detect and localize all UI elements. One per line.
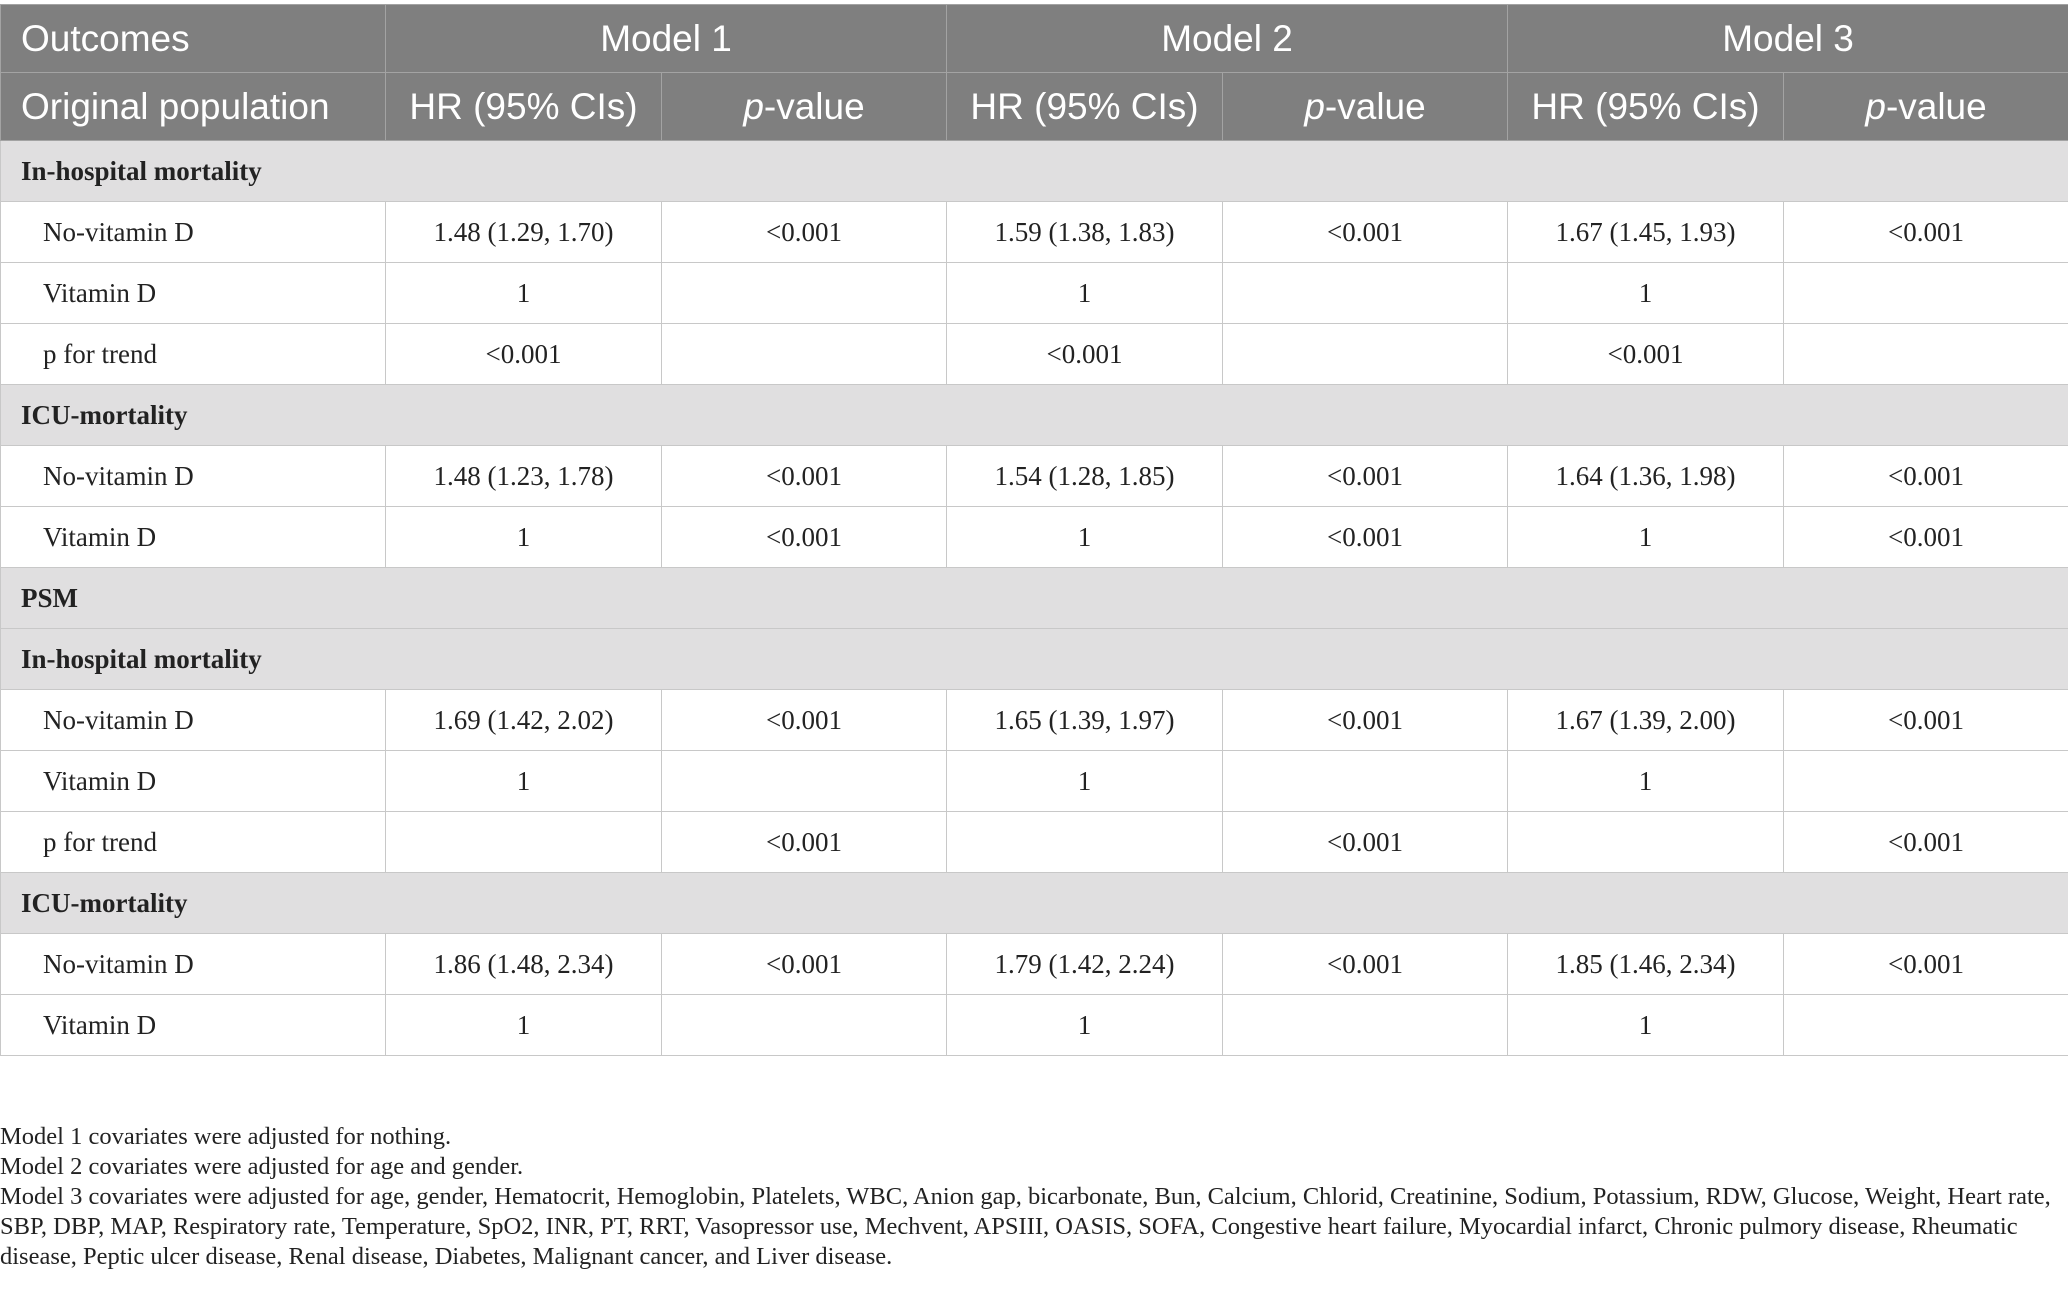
hr-cell: 1.85 (1.46, 2.34) <box>1508 934 1784 995</box>
hr-cell <box>947 812 1223 873</box>
p-value-cell <box>1223 263 1508 324</box>
table-row <box>1 995 2068 1056</box>
hr-cell: 1.65 (1.39, 1.97) <box>947 690 1223 751</box>
row-label: p for trend <box>1 324 386 385</box>
footnote: Model 1 covariates were adjusted for nothing. <box>0 1123 452 1150</box>
outcomes-header: Outcomes <box>1 5 386 73</box>
p-value-cell: <0.001 <box>662 507 947 568</box>
row-label: No-vitamin D <box>1 446 386 507</box>
hr-cell: 1.67 (1.45, 1.93) <box>1508 202 1784 263</box>
p-value-cell: <0.001 <box>1784 934 2068 995</box>
hr-cell: 1.67 (1.39, 2.00) <box>1508 690 1784 751</box>
hr-cell: 1.48 (1.29, 1.70) <box>386 202 662 263</box>
header-row-models <box>1 5 2068 73</box>
hr-cell: 1 <box>386 263 662 324</box>
section-title: In-hospital mortality <box>1 629 2068 690</box>
table-header <box>1 5 2068 141</box>
hr-cell: <0.001 <box>1508 324 1784 385</box>
p-value-cell: <0.001 <box>1223 507 1508 568</box>
p-value-cell: <0.001 <box>1223 812 1508 873</box>
hr-cell: 1.79 (1.42, 2.24) <box>947 934 1223 995</box>
hr-cell: 1.64 (1.36, 1.98) <box>1508 446 1784 507</box>
p-value-cell: <0.001 <box>1784 202 2068 263</box>
row-label: No-vitamin D <box>1 202 386 263</box>
row-label: Vitamin D <box>1 995 386 1056</box>
hr-cell: <0.001 <box>947 324 1223 385</box>
p-value-column-header: p-value <box>662 73 947 141</box>
p-value-cell <box>1784 751 2068 812</box>
p-value-cell: <0.001 <box>662 202 947 263</box>
p-value-cell <box>662 995 947 1056</box>
hr-cell: 1 <box>947 995 1223 1056</box>
table-row <box>1 934 2068 995</box>
hr-column-header: HR (95% CIs) <box>947 73 1223 141</box>
section-row <box>1 141 2068 202</box>
hr-cell: 1 <box>1508 995 1784 1056</box>
p-value-cell <box>1784 995 2068 1056</box>
header-row-columns <box>1 73 2068 141</box>
table-row <box>1 324 2068 385</box>
table-row <box>1 202 2068 263</box>
hr-cell: 1.59 (1.38, 1.83) <box>947 202 1223 263</box>
model-1-header: Model 1 <box>386 5 947 73</box>
p-value-cell: <0.001 <box>662 690 947 751</box>
p-value-cell <box>662 751 947 812</box>
p-value-cell <box>1223 995 1508 1056</box>
table-row <box>1 690 2068 751</box>
hr-cell: <0.001 <box>386 324 662 385</box>
hr-cell: 1 <box>947 751 1223 812</box>
table-row <box>1 263 2068 324</box>
original-population-header: Original population <box>1 73 386 141</box>
hr-cell: 1 <box>947 507 1223 568</box>
p-value-cell <box>662 263 947 324</box>
hr-column-header: HR (95% CIs) <box>386 73 662 141</box>
row-label: Vitamin D <box>1 751 386 812</box>
hr-cell: 1 <box>386 995 662 1056</box>
section-title: In-hospital mortality <box>1 141 2068 202</box>
section-title: ICU-mortality <box>1 873 2068 934</box>
hr-cell: 1 <box>1508 751 1784 812</box>
table-row <box>1 507 2068 568</box>
results-table <box>0 4 2068 1056</box>
hr-cell: 1.69 (1.42, 2.02) <box>386 690 662 751</box>
table-row <box>1 446 2068 507</box>
section-row <box>1 385 2068 446</box>
table-footnotes <box>0 1122 2060 1272</box>
p-value-cell: <0.001 <box>662 934 947 995</box>
p-value-cell: <0.001 <box>662 812 947 873</box>
p-value-cell: <0.001 <box>1784 446 2068 507</box>
row-label: p for trend <box>1 812 386 873</box>
section-row <box>1 873 2068 934</box>
hr-cell: 1 <box>1508 263 1784 324</box>
model-3-header: Model 3 <box>1508 5 2068 73</box>
p-value-cell: <0.001 <box>1223 690 1508 751</box>
row-label: No-vitamin D <box>1 690 386 751</box>
hr-cell: 1 <box>1508 507 1784 568</box>
hr-cell: 1 <box>386 751 662 812</box>
p-value-cell: <0.001 <box>1784 507 2068 568</box>
p-value-cell: <0.001 <box>662 446 947 507</box>
hr-cell: 1.54 (1.28, 1.85) <box>947 446 1223 507</box>
p-value-cell: <0.001 <box>1784 690 2068 751</box>
p-value-cell <box>1784 324 2068 385</box>
section-title: ICU-mortality <box>1 385 2068 446</box>
hr-cell: 1 <box>386 507 662 568</box>
p-value-cell: <0.001 <box>1784 812 2068 873</box>
p-value-cell <box>1784 263 2068 324</box>
footnote: Model 2 covariates were adjusted for age and gender. <box>0 1153 524 1180</box>
hr-cell: 1 <box>947 263 1223 324</box>
section-title: PSM <box>1 568 2068 629</box>
hr-cell: 1.86 (1.48, 2.34) <box>386 934 662 995</box>
p-value-column-header: p-value <box>1784 73 2068 141</box>
row-label: Vitamin D <box>1 507 386 568</box>
hr-cell <box>386 812 662 873</box>
p-value-cell: <0.001 <box>1223 446 1508 507</box>
model-2-header: Model 2 <box>947 5 1508 73</box>
p-value-cell <box>662 324 947 385</box>
p-value-cell <box>1223 751 1508 812</box>
footnote: Model 3 covariates were adjusted for age, gender, Hematocrit, Hemoglobin, Platelets, WBC, Anion gap, bicarbonate, Bun, Calcium, Chlorid, Creatinine, Sodium, Potassium, RDW, Glucose, Weight, Heart rate, SBP, DBP, MAP, Respiratory rate, Temperature, SpO2, INR, PT, RRT, Vasopressor use, Mechvent, APSIII, OASIS, SOFA, Congestive heart failure, Myocardial infarct, Chronic pulmory disease, Rheumatic disease, Peptic ulcer disease, Renal disease, Diabetes, Malignant cancer, and Liver disease. <box>0 1183 2051 1270</box>
row-label: No-vitamin D <box>1 934 386 995</box>
p-value-column-header: p-value <box>1223 73 1508 141</box>
hr-cell: 1.48 (1.23, 1.78) <box>386 446 662 507</box>
table-body <box>1 141 2068 1056</box>
hr-column-header: HR (95% CIs) <box>1508 73 1784 141</box>
p-value-cell <box>1223 324 1508 385</box>
p-value-cell: <0.001 <box>1223 934 1508 995</box>
table-row <box>1 812 2068 873</box>
p-value-cell: <0.001 <box>1223 202 1508 263</box>
section-row <box>1 629 2068 690</box>
section-row <box>1 568 2068 629</box>
row-label: Vitamin D <box>1 263 386 324</box>
table-row <box>1 751 2068 812</box>
hr-cell <box>1508 812 1784 873</box>
